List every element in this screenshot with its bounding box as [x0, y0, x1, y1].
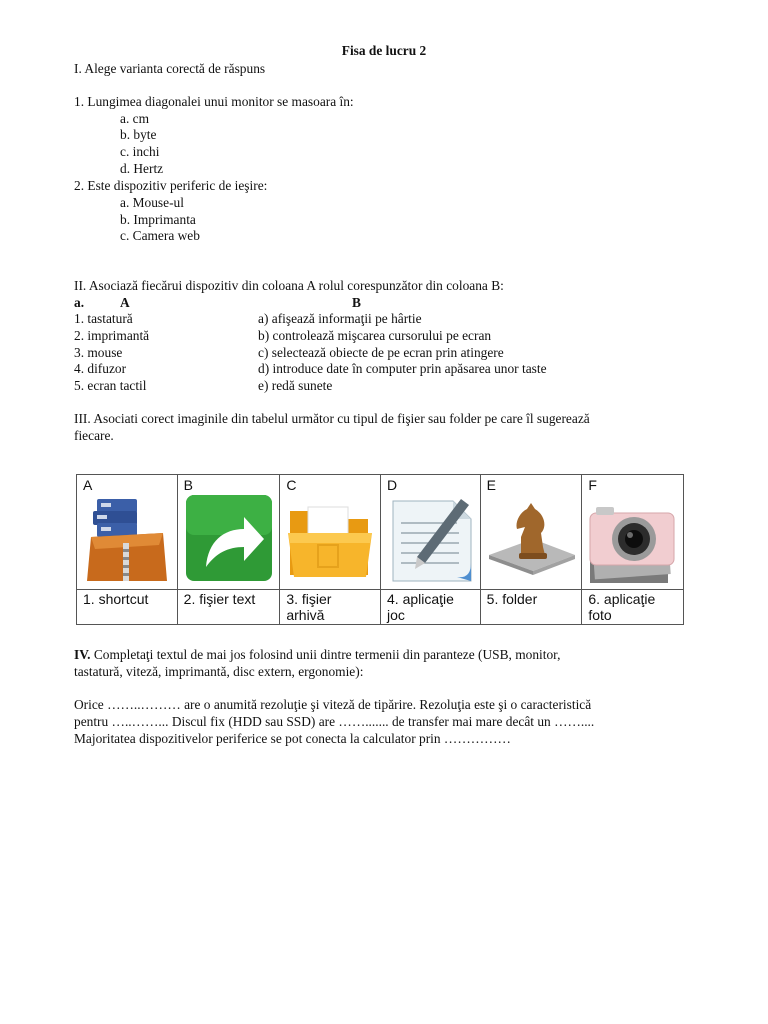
cell-label: 3. fişier arhivă — [286, 591, 332, 623]
archive-cabinet-icon — [83, 493, 171, 585]
cell-label: 1. shortcut — [83, 591, 149, 607]
column-a-item: 5. ecran tactil — [74, 378, 147, 393]
column-prefix: a. — [74, 295, 85, 310]
section-3-heading-cont: fiecare. — [74, 428, 114, 443]
column-a-item: 4. difuzor — [74, 361, 127, 376]
section-1-heading: I. Alege varianta corectă de răspuns — [74, 61, 266, 76]
image-cell-f — [582, 475, 683, 624]
q1-option-a: a. cm — [120, 111, 149, 126]
column-b-item: b) controlează mişcarea cursorului pe ecran — [258, 328, 492, 343]
image-table — [76, 474, 684, 625]
cell-label: 4. aplicaţie joc — [387, 591, 454, 623]
section-4-heading-text: Completaţi textul de mai jos folosind unii dintre termenii din paranteze (USB, monitor, — [90, 647, 561, 662]
text-document-pen-icon — [387, 493, 475, 583]
column-b-item: c) selectează obiecte de pe ecran prin atingere — [258, 345, 504, 360]
column-b-item: a) afişează informaţii pe hârtie — [258, 311, 422, 326]
photo-camera-icon — [588, 493, 678, 585]
section-4-heading-cont: tastatură, viteză, imprimantă, disc extern, ergonomie): — [74, 664, 364, 679]
cell-letter: D — [387, 477, 398, 493]
q1-option-b: b. byte — [120, 127, 157, 142]
cell-letter: B — [183, 477, 194, 493]
column-b-item: d) introduce date în computer prin apăsarea unor taste — [258, 361, 547, 376]
folder-icon — [286, 493, 374, 583]
cell-label: 5. folder — [486, 591, 538, 607]
question-2: 2. Este dispozitiv periferic de ieşire: — [74, 178, 268, 193]
q2-option-b: b. Imprimanta — [120, 212, 196, 227]
cell-label: 2. fişier text — [183, 591, 256, 607]
section-3-heading: III. Asociati corect imaginile din tabelul următor cu tipul de fişier sau folder pe care îl sugerează — [74, 411, 590, 426]
cell-letter: F — [588, 477, 597, 493]
section-2-heading: II. Asociază fiecărui dispozitiv din coloana A rolul corespunzător din coloana B: — [74, 278, 504, 293]
column-b-header: B — [352, 295, 361, 310]
column-a-header: A — [120, 295, 130, 310]
q1-option-d: d. Hertz — [120, 161, 164, 176]
image-cell-a — [77, 475, 178, 624]
column-a-item: 1. tastatură — [74, 311, 133, 326]
image-cell-c — [280, 475, 381, 624]
q2-option-a: a. Mouse-ul — [120, 195, 184, 210]
cell-label: 6. aplicaţie foto — [588, 591, 656, 623]
section-4-heading — [74, 647, 560, 663]
q1-option-c: c. inchi — [120, 144, 160, 159]
image-cell-b — [178, 475, 281, 624]
question-1: 1. Lungimea diagonalei unui monitor se masoara în: — [74, 94, 354, 109]
column-a-item: 3. mouse — [74, 345, 123, 360]
fill-in-line-3: Majoritatea dispozitivelor periferice se pot conecta la calculator prin …………… — [74, 731, 511, 746]
cell-letter: C — [286, 477, 297, 493]
page-title: Fisa de lucru 2 — [341, 43, 427, 58]
shortcut-arrow-icon — [184, 493, 274, 583]
fill-in-line-2: pentru …..……... Discul fix (HDD sau SSD) are ……....... de transfer mai mare decât un …….... — [74, 714, 595, 729]
column-b-item: e) redă sunete — [258, 378, 333, 393]
cell-letter: A — [83, 477, 93, 493]
cell-letter: E — [486, 477, 497, 493]
column-a-item: 2. imprimantă — [74, 328, 150, 343]
image-cell-e — [481, 475, 583, 624]
fill-in-line-1: Orice ……..……… are o anumită rezoluţie şi viteză de tipărire. Rezoluţia este şi o caracteristică — [74, 697, 592, 712]
q2-option-c: c. Camera web — [120, 228, 200, 243]
chess-knight-icon — [487, 493, 577, 583]
section-4-number: IV. — [74, 647, 91, 662]
image-cell-d — [381, 475, 481, 624]
